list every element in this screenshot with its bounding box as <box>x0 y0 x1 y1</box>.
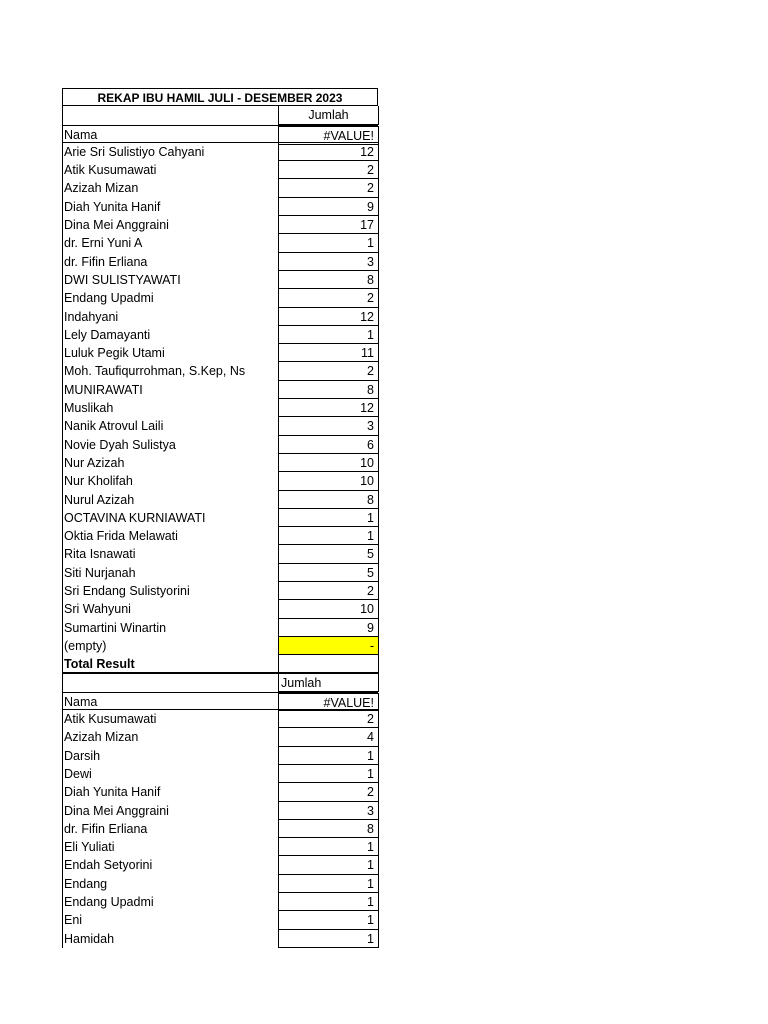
row-value: 2 <box>278 179 379 197</box>
total-result-label: Total Result <box>64 657 135 672</box>
row-value: 9 <box>278 198 379 216</box>
table-row <box>62 783 378 801</box>
table-row <box>62 527 378 545</box>
row-name: dr. Erni Yuni A <box>64 236 143 251</box>
table-row <box>62 911 378 929</box>
table-row <box>62 747 378 765</box>
row-value: 2 <box>278 161 379 179</box>
row-value: 12 <box>278 399 379 417</box>
row-name: Sri Wahyuni <box>64 602 131 617</box>
table-row <box>62 820 378 838</box>
table-row <box>62 875 378 893</box>
table-row <box>62 509 378 527</box>
table-row <box>62 838 378 856</box>
row-name: Azizah Mizan <box>64 730 139 745</box>
total-result-value <box>278 655 379 673</box>
row-value: 8 <box>278 820 379 838</box>
row-value: 3 <box>278 802 379 820</box>
row-name: Darsih <box>64 748 101 763</box>
row-name: Hamidah <box>64 931 115 946</box>
table-row <box>62 436 378 454</box>
row-value: 9 <box>278 619 379 637</box>
row-name: Nurul Azizah <box>64 492 135 507</box>
row-name: Eli Yuliati <box>64 840 115 855</box>
table2-nama-header: Nama <box>64 694 98 709</box>
table-row <box>62 710 378 728</box>
row-value: 1 <box>278 234 379 252</box>
row-name: Sumartini Winartin <box>64 620 167 635</box>
row-value: 5 <box>278 545 379 563</box>
row-name: Endah Setyorini <box>64 858 153 873</box>
row-name: Siti Nurjanah <box>64 565 136 580</box>
row-name: Muslikah <box>64 401 114 416</box>
row-value: 2 <box>278 289 379 307</box>
row-value: 3 <box>278 253 379 271</box>
row-name: Sri Endang Sulistyorini <box>64 584 190 599</box>
row-name: dr. Fifin Erliana <box>64 254 148 269</box>
table-row <box>62 216 378 234</box>
row-name: MUNIRAWATI <box>64 382 143 397</box>
table2-value-header: #VALUE! <box>278 693 379 711</box>
row-value: 1 <box>278 747 379 765</box>
table-row <box>62 582 378 600</box>
table-row <box>62 472 378 490</box>
row-name: Nur Kholifah <box>64 474 133 489</box>
row-name: Nanik Atrovul Laili <box>64 419 164 434</box>
row-value: 8 <box>278 381 379 399</box>
row-name: Diah Yunita Hanif <box>64 785 161 800</box>
row-name: DWI SULISTYAWATI <box>64 272 181 287</box>
row-value: 17 <box>278 216 379 234</box>
table-row <box>62 600 378 618</box>
table-row <box>62 893 378 911</box>
table-row <box>62 491 378 509</box>
row-name: Endang Upadmi <box>64 895 154 910</box>
table-row <box>62 253 378 271</box>
row-value: 6 <box>278 436 379 454</box>
table2-column-group-row <box>62 674 378 692</box>
table-row <box>62 198 378 216</box>
row-value: 4 <box>278 728 379 746</box>
table-row <box>62 856 378 874</box>
row-name: Azizah Mizan <box>64 181 139 196</box>
table-row <box>62 308 378 326</box>
row-value: 1 <box>278 911 379 929</box>
row-value: 2 <box>278 362 379 380</box>
table-row <box>62 326 378 344</box>
table-row <box>62 417 378 435</box>
table-row <box>62 399 378 417</box>
row-value: 2 <box>278 783 379 801</box>
table-row <box>62 362 378 380</box>
table-row <box>62 728 378 746</box>
row-value: 1 <box>278 930 379 948</box>
table1-column-group-row <box>62 106 378 124</box>
table1-body <box>62 143 378 637</box>
row-name: Oktia Frida Melawati <box>64 529 178 544</box>
table-row <box>62 619 378 637</box>
empty-row-value: - <box>278 637 379 655</box>
table-row <box>62 802 378 820</box>
table1-nama-header: Nama <box>64 127 98 142</box>
row-value: 5 <box>278 564 379 582</box>
row-name: Eni <box>64 913 83 928</box>
row-name: Moh. Taufiqurrohman, S.Kep, Ns <box>64 364 246 379</box>
row-value: 11 <box>278 344 379 362</box>
row-name: dr. Fifin Erliana <box>64 821 148 836</box>
row-name: Indahyani <box>64 309 119 324</box>
table1-value-header: #VALUE! <box>278 126 379 145</box>
table-row <box>62 765 378 783</box>
row-value: 10 <box>278 600 379 618</box>
row-value: 1 <box>278 765 379 783</box>
row-name: Dina Mei Anggraini <box>64 218 169 233</box>
row-name: Novie Dyah Sulistya <box>64 437 176 452</box>
table-row <box>62 454 378 472</box>
row-value: 12 <box>278 308 379 326</box>
table-row <box>62 179 378 197</box>
row-name: Endang Upadmi <box>64 291 154 306</box>
row-value: 1 <box>278 326 379 344</box>
row-name: Lely Damayanti <box>64 327 151 342</box>
table-row <box>62 381 378 399</box>
row-value: 1 <box>278 509 379 527</box>
row-name: Arie Sri Sulistiyo Cahyani <box>64 144 205 159</box>
table-row <box>62 143 378 161</box>
row-name: OCTAVINA KURNIAWATI <box>64 510 206 525</box>
row-name: Rita Isnawati <box>64 547 136 562</box>
table2-header-row <box>62 692 378 710</box>
row-value: 1 <box>278 856 379 874</box>
row-value: 1 <box>278 527 379 545</box>
row-name: Atik Kusumawati <box>64 712 157 727</box>
empty-row-label: (empty) <box>64 638 107 653</box>
row-name: Atik Kusumawati <box>64 163 157 178</box>
row-value: 10 <box>278 472 379 490</box>
report-title: REKAP IBU HAMIL JULI - DESEMBER 2023 <box>62 88 378 106</box>
table-row <box>62 161 378 179</box>
row-value: 8 <box>278 491 379 509</box>
table1-header-row <box>62 125 378 143</box>
table-row <box>62 564 378 582</box>
row-name: Diah Yunita Hanif <box>64 199 161 214</box>
table1-jumlah-header: Jumlah <box>278 106 379 124</box>
row-name: Dina Mei Anggraini <box>64 803 169 818</box>
row-value: 1 <box>278 875 379 893</box>
row-value: 1 <box>278 838 379 856</box>
table-row <box>62 930 378 948</box>
spreadsheet <box>62 88 378 948</box>
row-value: 3 <box>278 417 379 435</box>
table2-body <box>62 710 378 948</box>
table-row <box>62 344 378 362</box>
table-row <box>62 545 378 563</box>
table1-empty-row <box>62 637 378 655</box>
table-row <box>62 289 378 307</box>
row-name: Dewi <box>64 766 92 781</box>
table-row <box>62 271 378 289</box>
row-value: 12 <box>278 143 379 161</box>
row-value: 2 <box>278 582 379 600</box>
row-value: 2 <box>278 710 379 728</box>
table1-total-row <box>62 655 378 673</box>
row-name: Luluk Pegik Utami <box>64 346 165 361</box>
row-value: 1 <box>278 893 379 911</box>
row-name: Nur Azizah <box>64 455 125 470</box>
row-name: Endang <box>64 876 108 891</box>
table2-jumlah-header: Jumlah <box>278 674 379 692</box>
row-value: 10 <box>278 454 379 472</box>
row-value: 8 <box>278 271 379 289</box>
table-row <box>62 234 378 252</box>
